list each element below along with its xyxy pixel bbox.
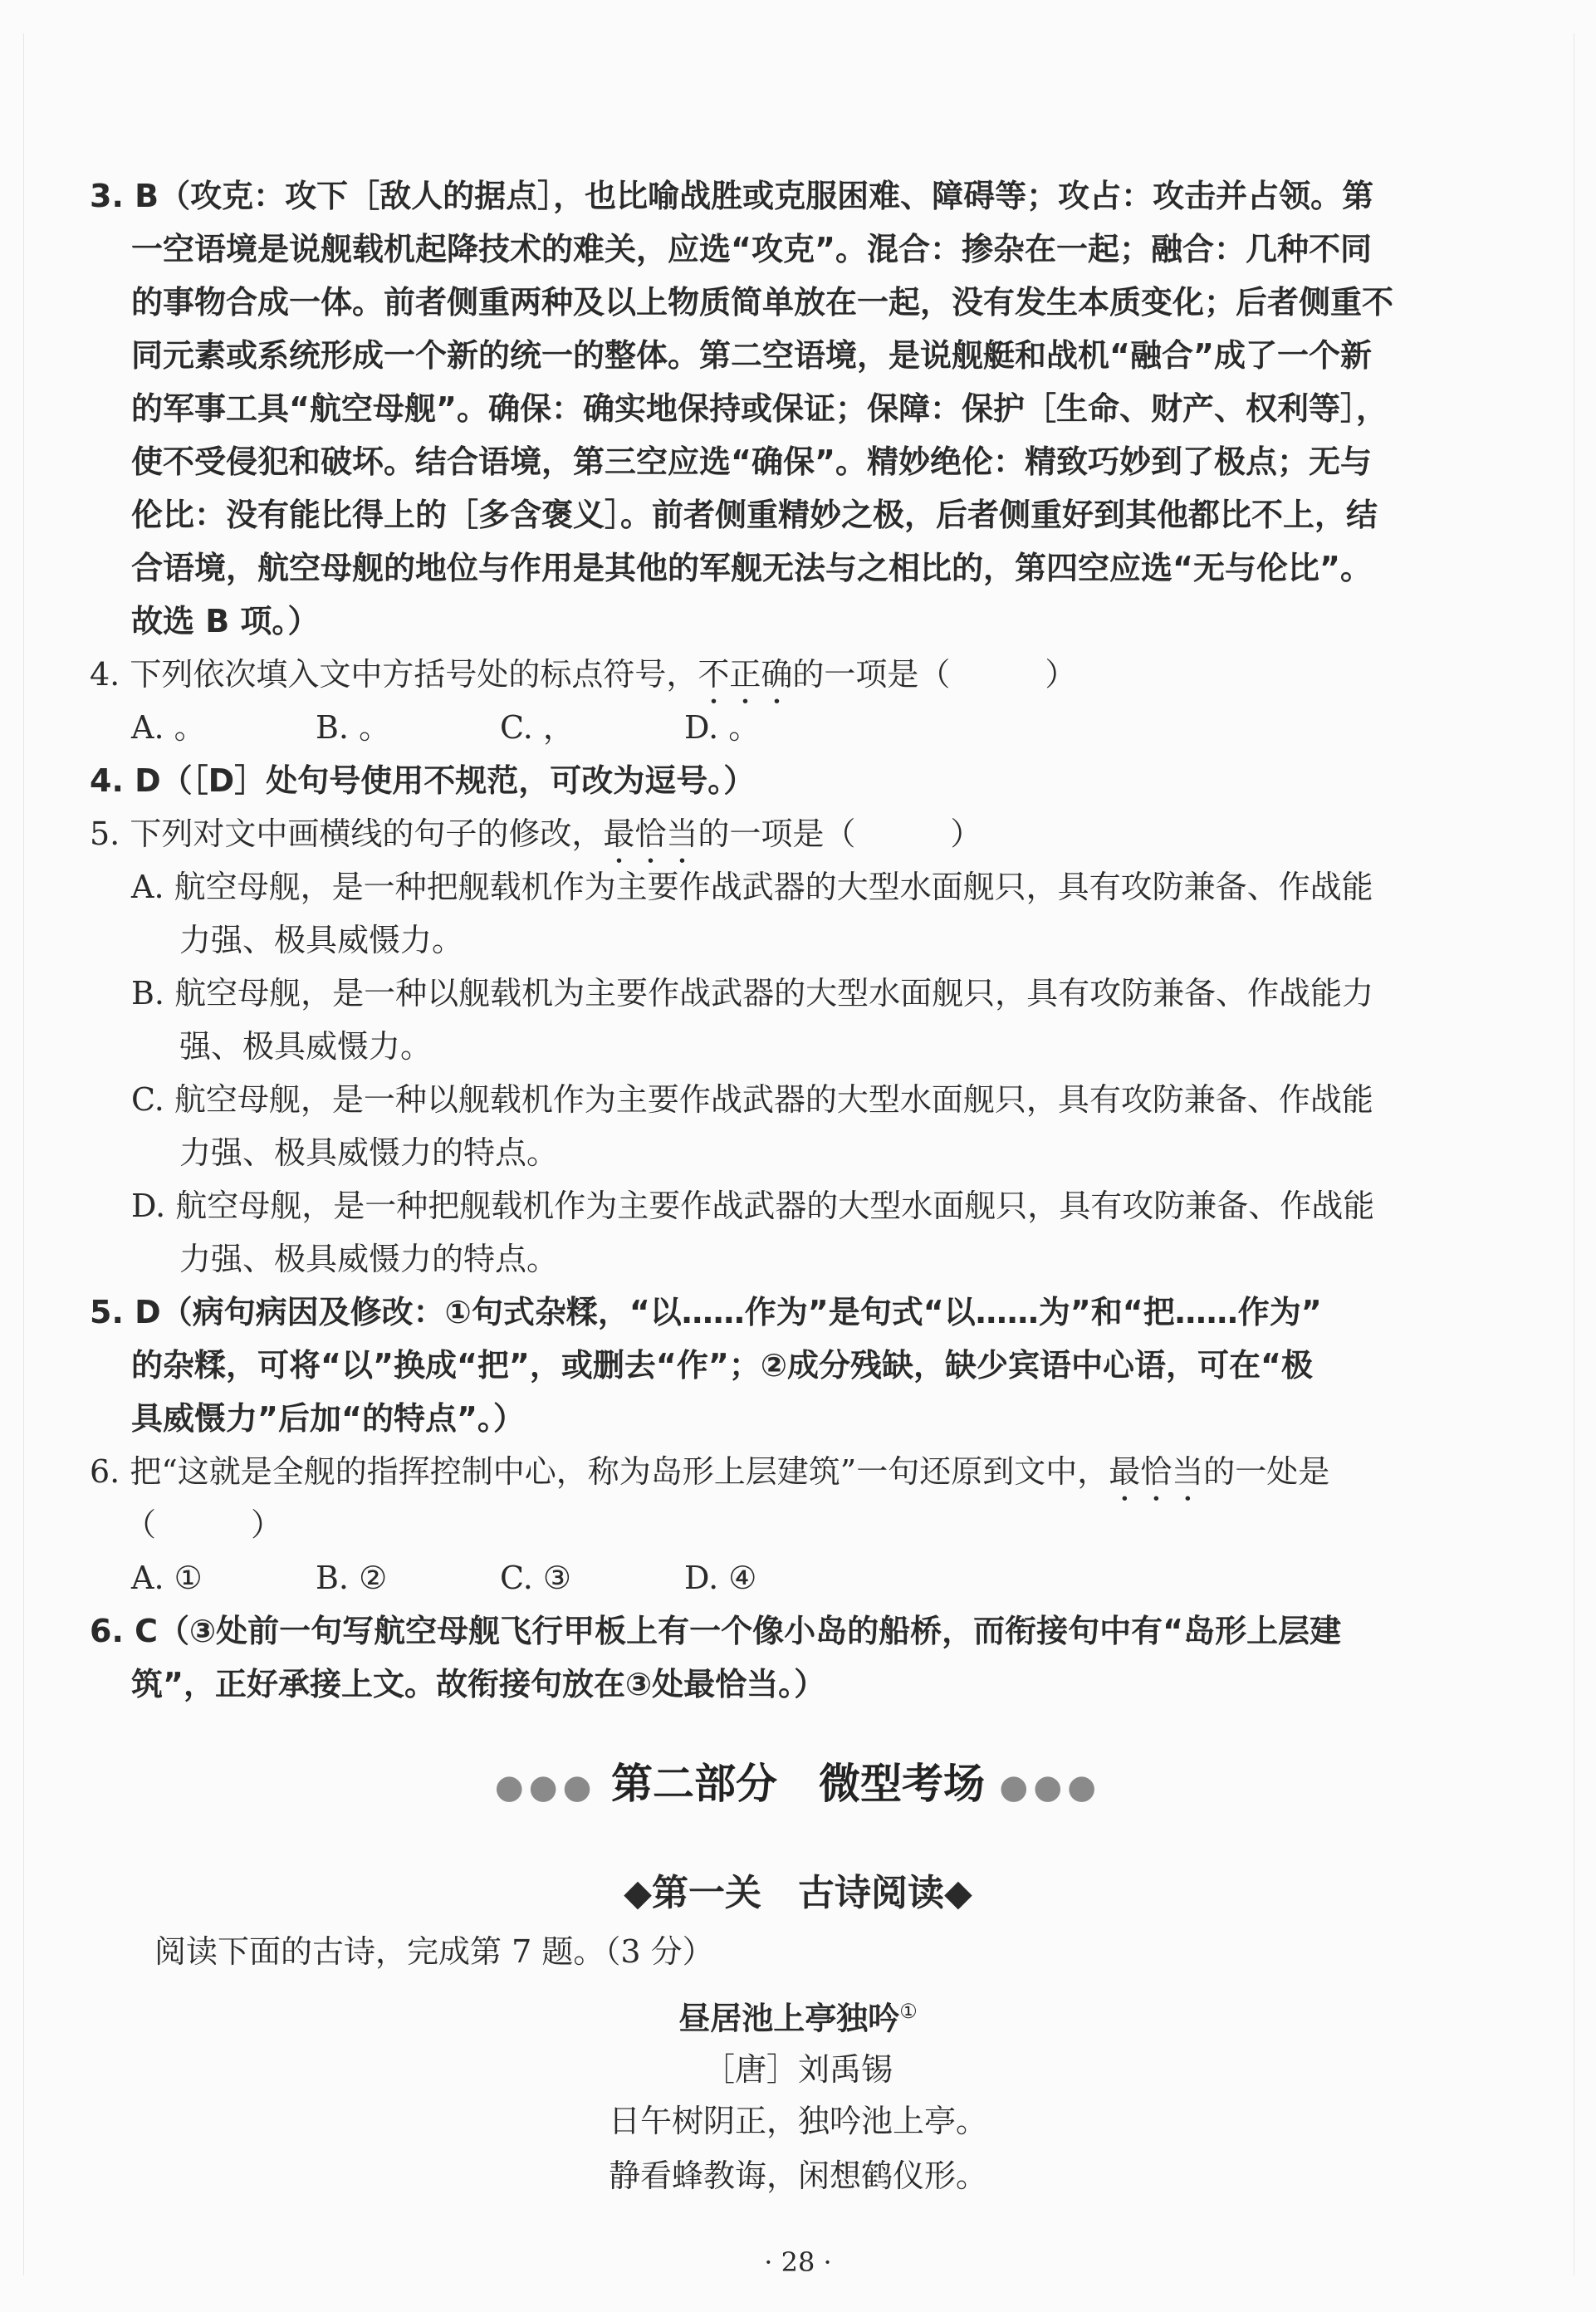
subsection-title: ◆第一关 古诗阅读◆ (624, 1872, 972, 1914)
q5-suffix: 的一项是（ ） (698, 816, 982, 852)
q4-question (90, 654, 1076, 711)
q5-option-c-cont: 力强、极具威慑力的特点。 (179, 1134, 559, 1171)
q6-answer-line: 6. C（③处前一句写航空母舰飞行甲板上有一个像小岛的船桥，而衔接句中有“岛形上层建 (90, 1613, 1342, 1649)
q5-prefix: 5. 下列对文中画横线的句子的修改， (90, 816, 604, 852)
q3-answer-line: 的事物合成一体。前者侧重两种及以上物质简单放在一起，没有发生本质变化；后者侧重不 (131, 284, 1394, 321)
q4-emphasis: 不正确 (698, 656, 793, 693)
q3-answer-line: 3. B（攻克：攻下［敌人的据点］，也比喻战胜或克服困难、障碍等；攻占：攻击并占领。第 (90, 178, 1374, 214)
q5-option-b-cont: 强、极具威慑力。 (179, 1028, 433, 1065)
section-dots-left: ●●● (494, 1767, 597, 1806)
q6-prefix: 6. 把“这就是全舰的指挥控制中心，称为岛形上层建筑”一句还原到文中， (90, 1453, 1109, 1490)
q4-option-a: A. 。 (131, 709, 206, 746)
q5-answer-line: 5. D（病句病因及修改：①句式杂糅，“以……作为”是句式“以……为”和“把……作为” (90, 1294, 1322, 1330)
q6-option-b: B. ② (316, 1560, 388, 1596)
q4-answer: 4. D（［D］处句号使用不规范，可改为逗号。） (90, 762, 756, 799)
q5-option-c: C. 航空母舰，是一种以舰载机作为主要作战武器的大型水面舰只，具有攻防兼备、作战能 (131, 1081, 1373, 1118)
q4-option-d: D. 。 (684, 709, 761, 746)
q4-prefix: 4. 下列依次填入文中方括号处的标点符号， (90, 656, 698, 693)
poem-title-text: 昼居池上亭独吟 (678, 2000, 900, 2037)
q6-option-c: C. ③ (500, 1560, 571, 1596)
q4-option-b: B. 。 (316, 709, 391, 746)
q6-suffix: 的一处是 (1203, 1453, 1330, 1490)
q6-option-d: D. ④ (684, 1560, 757, 1596)
q3-answer-line: 合语境，航空母舰的地位与作用是其他的军舰无法与之相比的，第四空应选“无与伦比”。 (131, 550, 1372, 586)
q5-emphasis: 最恰当 (603, 816, 698, 852)
q3-answer-line: 伦比：没有能比得上的［多含褒义］。前者侧重精妙之极，后者侧重好到其他都比不上，结 (131, 497, 1378, 533)
q4-option-c: C. ， (500, 709, 575, 746)
q4-suffix: 的一项是（ ） (792, 656, 1077, 693)
q6-option-a: A. ① (131, 1560, 203, 1596)
q3-answer-line: 故选 B 项。） (131, 603, 320, 639)
poem-title (0, 1991, 1596, 2039)
q5-answer-line: 具威慑力”后加“的特点”。） (131, 1400, 525, 1437)
poem-author: ［唐］刘禹锡 (703, 2051, 893, 2088)
section-heading (0, 1759, 1596, 1812)
q4-options (131, 708, 760, 747)
q6-question (90, 1452, 1329, 1508)
q3-answer-line: 同元素或系统形成一个新的统一的整体。第二空语境，是说舰艇和战机“融合”成了一个新 (131, 337, 1372, 374)
q5-answer-line: 的杂糅，可将“以”换成“把”，或删去“作”；②成分残缺，缺少宾语中心语，可在“极 (131, 1347, 1313, 1384)
q5-option-a-cont: 力强、极具威慑力。 (179, 922, 464, 958)
q3-answer-line: 使不受侵犯和破坏。结合语境，第三空应选“确保”。精妙绝伦：精致巧妙到了极点；无与 (131, 443, 1372, 480)
poem-footnote-mark: ① (899, 2000, 918, 2023)
poem-line: 日午树阴正，独吟池上亭。 (608, 2103, 987, 2139)
q6-emphasis: 最恰当 (1109, 1453, 1204, 1490)
section-title: 第二部分 微型考场 (611, 1759, 985, 1808)
q3-answer-line: 一空语境是说舰载机起降技术的难关，应选“攻克”。混合：掺杂在一起；融合：几种不同 (131, 231, 1372, 267)
q5-question (90, 814, 982, 870)
q3-answer-line: 的军事工具“航空母舰”。确保：确实地保持或保证；保障：保护［生命、财产、权利等］， (131, 390, 1388, 427)
q6-answer-line: 筑”，正好承接上文。故衔接句放在③处最恰当。） (131, 1666, 826, 1702)
q5-option-d-cont: 力强、极具威慑力的特点。 (179, 1241, 559, 1277)
q6-options (131, 1558, 756, 1598)
q5-option-d: D. 航空母舰，是一种把舰载机作为主要作战武器的大型水面舰只，具有攻防兼备、作战能 (131, 1188, 1375, 1224)
instruction: 阅读下面的古诗，完成第 7 题。（3 分） (154, 1933, 714, 1970)
q5-option-a: A. 航空母舰，是一种把舰载机作为主要作战武器的大型水面舰只，具有攻防兼备、作战能 (131, 869, 1373, 905)
q5-option-b: B. 航空母舰，是一种以舰载机为主要作战武器的大型水面舰只，具有攻防兼备、作战能力 (131, 975, 1374, 1012)
poem-line: 静看蜂教诲，闲想鹤仪形。 (608, 2158, 987, 2194)
q6-paren: （ ） (125, 1506, 283, 1543)
page-number: · 28 · (764, 2246, 832, 2278)
section-dots-right: ●●● (999, 1767, 1102, 1806)
